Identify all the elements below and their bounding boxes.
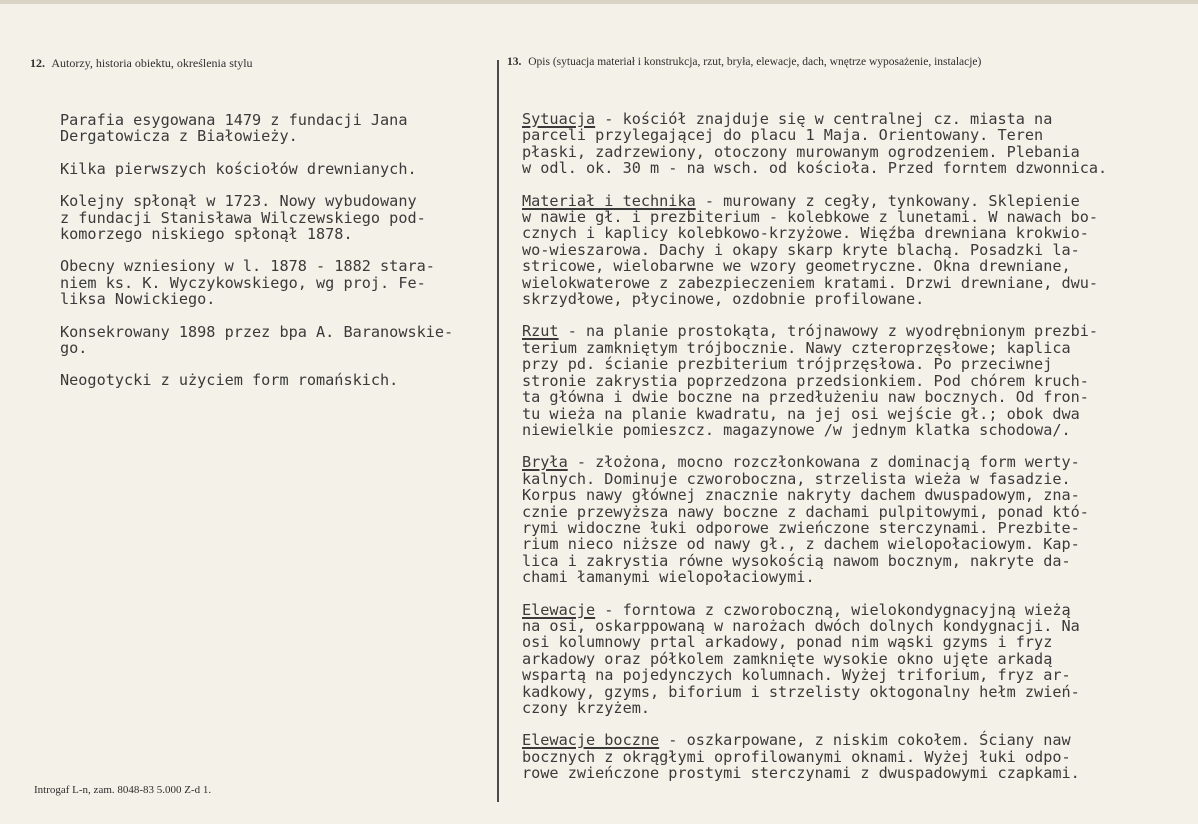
section-first-line-text: - oszkarpowane, z niskim cokołem. Ściany naw: [659, 731, 1071, 750]
history-paragraph: Kolejny spłonął w 1723. Nowy wybudowany z fundacji Stanisława Wilczewskiego pod- komorzego niskiego spłonął 1878.: [60, 192, 426, 244]
section-first-line-text: - murowany z cegły, tynkowany. Sklepienie: [695, 191, 1080, 210]
history-paragraph: Neogotycki z użyciem form romańskich.: [60, 371, 399, 390]
description-line: tu wieża na planie kwadratu, na jej osi wejście gł.; obok dwa: [522, 404, 1080, 423]
description-line: w odl. ok. 30 m - na wsch. od kościoła. Przed forntem dzwonnica.: [522, 159, 1108, 178]
section-title: Sytuacja: [522, 110, 596, 128]
description-section: [522, 193, 1182, 308]
history-paragraph: Kilka pierwszych kościołów drewnianych.: [60, 159, 417, 178]
description-section: [522, 323, 1182, 438]
description-line: ta główna i dwie boczne na przedłużeniu naw bocznych. Od fron-: [522, 388, 1089, 407]
description-line: kadkowy, gzyms, biforium i strzelisty oktogonalny hełm zwień-: [522, 682, 1080, 701]
description-line: wspartą na pojedynczych kolumnach. Wyżej triforium, fryz ar-: [522, 666, 1071, 685]
description-section: [522, 111, 1182, 177]
section-13-number: 13.: [507, 56, 522, 68]
description-line: rymi widoczne łuki odporowe zwieńczone sterczynami. Prezbite-: [522, 518, 1080, 537]
description-line: cznych i kaplicy kolebkowo-krzyżowe. Więźba drewniana krokwio-: [522, 224, 1089, 243]
description-line: przy pd. ścianie prezbiterium trójprzęsłowa. Po przeciwnej: [522, 355, 1053, 374]
description-section: [522, 454, 1182, 585]
description-line: rowe zwieńczone prostymi sterczynami z dwuspadowymi czapkami.: [522, 764, 1080, 783]
print-imprint: Introgaf L-n, zam. 8048-83 5.000 Z-d 1.: [34, 784, 212, 796]
description-line: cznie przewyższa nawy boczne z dachami pulpitowymi, ponad któ-: [522, 502, 1089, 521]
description-line: osi kolumnowy prtal arkadowy, ponad nim wąski gzyms i fryz: [522, 633, 1053, 652]
history-paragraph: Parafia esygowana 1479 z fundacji Jana Dergatowicza z Białowieży.: [60, 111, 408, 146]
history-paragraph: Obecny wzniesiony w l. 1878 - 1882 stara- niem ks. K. Wyczykowskiego, wg proj. Fe- liksa Nowickiego.: [60, 257, 435, 309]
description-line: [522, 602, 1182, 618]
description-line: kalnych. Dominuje czworoboczna, strzelista wieża w fasadzie.: [522, 469, 1071, 488]
section-first-line-text: - na planie prostokąta, trójnawowy z wyodrębnionym prezbi-: [558, 322, 1099, 341]
section-13-header: [507, 56, 981, 68]
section-12-header: [30, 56, 253, 71]
description-line: czony krzyżem.: [522, 699, 651, 717]
description-line: parceli przylegającej do placu 1 Maja. Orientowany. Teren: [522, 126, 1044, 145]
description-line: płaski, zadrzewiony, otoczony murowanym ogrodzeniem. Plebania: [522, 142, 1080, 161]
section-first-line-text: - forntowa z czworoboczną, wielokondygnacyjną wieżą: [595, 600, 1071, 619]
description-line: [522, 193, 1182, 209]
description-line: wo-wieszarowa. Dachy i okapy skarp kryte blachą. Posadzki la-: [522, 240, 1080, 259]
section-12-title: Autorzy, historia obiektu, określenia stylu: [51, 56, 253, 70]
description-column: [522, 111, 1182, 798]
description-line: terium zamkniętym trójbocznie. Nawy czteroprzęsłowe; kaplica: [522, 338, 1071, 357]
description-line: niewielkie pomieszcz. magazynowe /w jednym klatka schodowa/.: [522, 420, 1071, 439]
description-line: bocznych z okrągłymi oprofilowanymi oknami. Wyżej łuki odpo-: [522, 747, 1071, 766]
section-title: Materiał i technika: [522, 191, 696, 210]
description-section: [522, 602, 1182, 717]
column-divider: [497, 60, 499, 802]
section-title: Bryła: [522, 453, 568, 472]
section-title: Elewacje: [522, 600, 596, 619]
description-line: skrzydłowe, płycinowe, ozdobnie profilowane.: [522, 290, 925, 309]
description-line: chami łamanymi wielopołaciowymi.: [522, 568, 815, 587]
description-line: Korpus nawy głównej znacznie nakryty dachem dwuspadowym, zna-: [522, 486, 1080, 505]
section-first-line-text: - kościół znajduje się w centralnej cz. miasta na: [595, 110, 1053, 128]
section-title: Elewacje boczne: [522, 731, 660, 750]
history-column: [60, 112, 492, 405]
section-first-line-text: - złożona, mocno rozczłonkowana z dominacją form werty-: [567, 453, 1080, 472]
top-edge: [0, 0, 1198, 4]
description-line: wielokwaterowe z zabezpieczeniem kratami. Drzwi drewniane, dwu-: [522, 273, 1099, 292]
description-line: [522, 732, 1182, 748]
description-line: w nawie gł. i prezbiterium - kolebkowe z lunetami. W nawach bo-: [522, 208, 1099, 227]
description-section: [522, 732, 1182, 781]
description-line: arkadowy oraz półkolem zamknięte wysokie okno ujęte arkadą: [522, 649, 1053, 668]
description-line: rium nieco niższe od nawy gł., z dachem wielopołaciowym. Kap-: [522, 535, 1080, 554]
description-line: [522, 454, 1182, 470]
history-paragraph: Konsekrowany 1898 przez bpa A. Baranowskie- go.: [60, 322, 454, 358]
section-13-title: Opis (sytuacja materiał i konstrukcja, rzut, bryła, elewacje, dach, wnętrze wyposażenie, instalacje): [528, 56, 982, 68]
description-line: na osi, oskarppowaną w narożach dwóch dolnych kondygnacji. Na: [522, 616, 1080, 635]
description-line: [522, 111, 1182, 127]
section-title: Rzut: [522, 322, 559, 341]
description-line: [522, 323, 1182, 339]
description-line: stricowe, wielobarwne we wzory geometryczne. Okna drewniane,: [522, 257, 1071, 276]
description-line: stronie zakrystia poprzedzona przedsionkiem. Pod chórem kruch-: [522, 371, 1089, 390]
section-12-number: 12.: [30, 56, 45, 70]
description-line: lica i zakrystia równe wysokością nawom bocznym, nakryte da-: [522, 551, 1071, 570]
